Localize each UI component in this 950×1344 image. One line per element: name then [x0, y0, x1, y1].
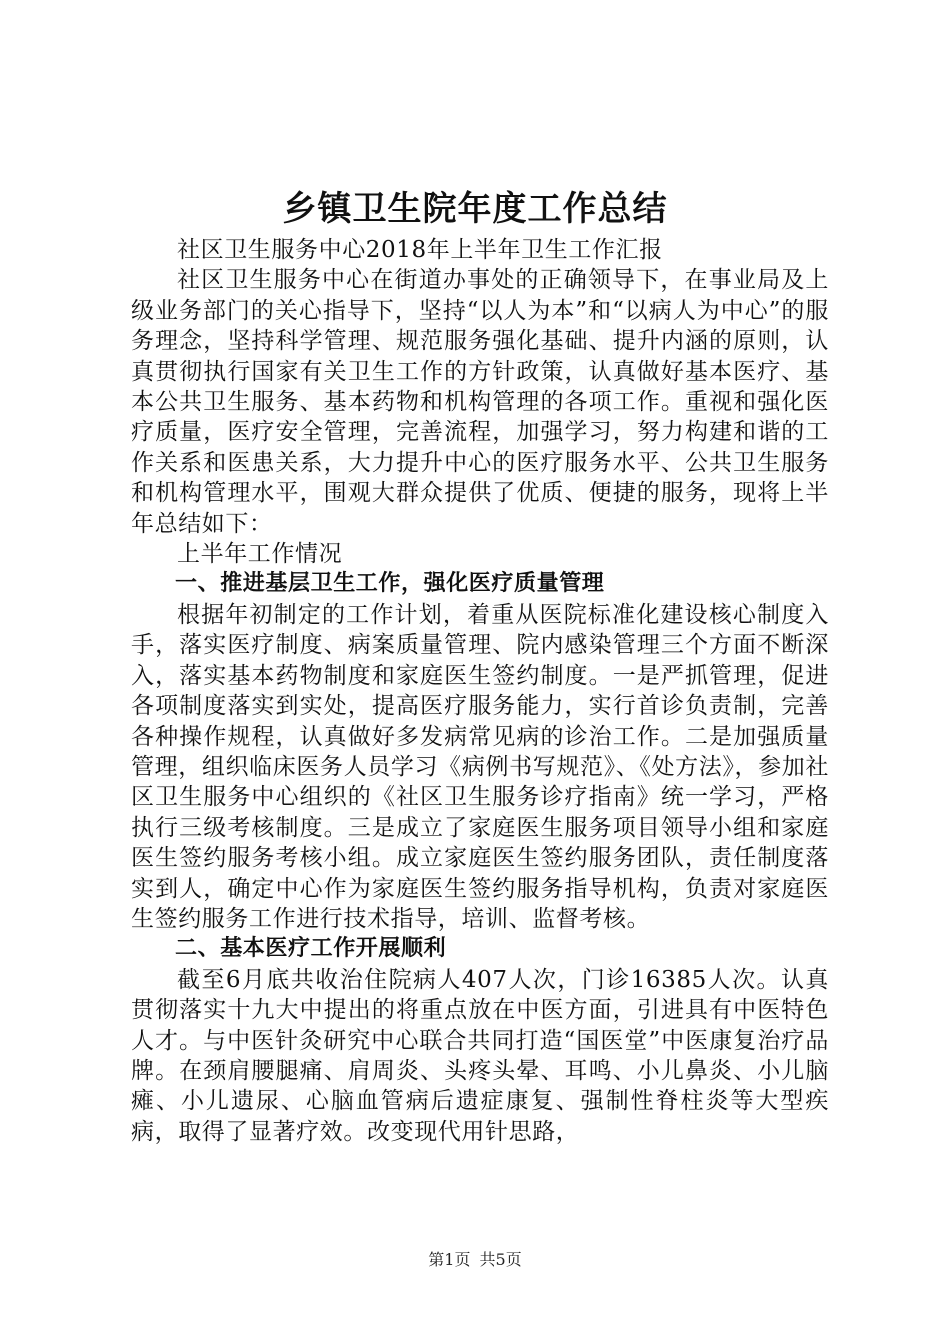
section-1-paragraph: 根据年初制定的工作计划，着重从医院标准化建设核心制度入手，落实医疗制度、病案质量管理、院内感染管理三个方面不断深入，落实基本药物制度和家庭医生签约制度。一是严抓管理，促进各项制度落实到实处，提高医疗服务能力，实行首诊负责制，完善各种操作规程，认真做好多发病常见病的诊治工作。二是加强质量管理，组织临床医务人员学习《病例书写规范》、《处方法》，参加社区卫生服务中心组织的《社区卫生服务诊疗指南》统一学习，严格执行三级考核制度。三是成立了家庭医生服务项目领导小组和家庭医生签约服务考核小组。成立家庭医生签约服务团队，责任制度落实到人，确定中心作为家庭医生签约服务指导机构，负责对家庭医生签约服务工作进行技术指导，培训、监督考核。: [131, 601, 829, 932]
intro-paragraph: 社区卫生服务中心在街道办事处的正确领导下，在事业局及上级业务部门的关心指导下，坚持“以人为本”和“以病人为中心”的服务理念，坚持科学管理、规范服务强化基础、提升内涵的原则，认真贯彻执行国家有关卫生工作的方针政策，认真做好基本医疗、基本公共卫生服务、基本药物和机构管理的各项工作。重视和强化医疗质量，医疗安全管理，完善流程，加强学习，努力构建和谐的工作关系和医患关系，大力提升中心的医疗服务水平、公共卫生服务和机构管理水平，围观大群众提供了优质、便捷的服务，现将上半年总结如下：: [131, 267, 829, 537]
page-number: 第1页: [428, 1250, 471, 1269]
section-heading-2: 二、基本医疗工作开展顺利: [175, 936, 447, 962]
page-total: 共5页: [479, 1250, 522, 1269]
document-title: 乡镇卫生院年度工作总结: [282, 189, 668, 229]
page-footer: [0, 1250, 950, 1270]
section-heading-1: 一、推进基层卫生工作，强化医疗质量管理: [175, 571, 605, 597]
document-body: [131, 235, 829, 1147]
report-subtitle-paragraph: 社区卫生服务中心2018年上半年卫生工作汇报: [177, 237, 663, 263]
section-2-paragraph: 截至6月底共收治住院病人407人次，门诊16385人次。认真贯彻落实十九大中提出的将重点放在中医方面，引进具有中医特色人才。与中医针灸研究中心联合共同打造“国医堂”中医康复治疗品牌。在颈肩腰腿痛、肩周炎、头疼头晕、耳鸣、小儿鼻炎、小儿脑瘫、小儿遗尿、心脑血管病后遗症康复、强制性脊柱炎等大型疾病，取得了显著疗效。改变现代用针思路，: [131, 966, 829, 1145]
section-label-paragraph: 上半年工作情况: [177, 541, 343, 568]
